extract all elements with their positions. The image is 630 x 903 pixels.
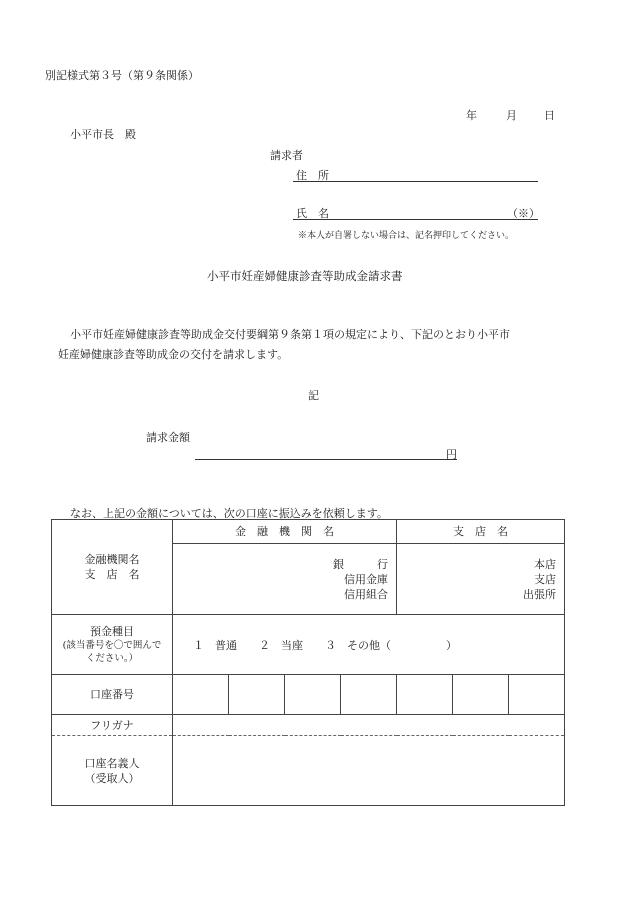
name-line[interactable] — [293, 219, 538, 220]
deposit-note-2: ください。） — [85, 653, 139, 664]
inst-type-shinkin: 信用金庫 — [344, 572, 388, 586]
claimant-heading: 請求者 — [270, 149, 303, 162]
signature-note: ※本人が自署しない場合は、記名押印してください。 — [298, 231, 515, 241]
institution-input-cell[interactable] — [173, 544, 397, 615]
body-text-line-1: 小平市妊産婦健康診査等助成金交付要綱第９条第１項の規定により、下記のとおり小平市 — [70, 328, 510, 341]
institution-name-label: 金融機関名 — [84, 553, 140, 566]
form-title: 小平市妊産婦健康診査等助成金請求書 — [207, 269, 403, 283]
body-text-line-2: 妊産婦健康診査等助成金の交付を請求します。 — [58, 348, 289, 361]
furigana-label-cell — [52, 715, 173, 736]
address-line[interactable] — [293, 181, 538, 182]
bank-account-table — [51, 519, 565, 806]
amount-label: 請求金額 — [146, 431, 190, 444]
account-digit-2[interactable] — [229, 675, 285, 715]
account-digit-1[interactable] — [173, 675, 229, 715]
deposit-note-1: (該当番号を〇で囲んで — [62, 640, 162, 651]
account-number-label: 口座番号 — [90, 688, 134, 701]
account-digit-4[interactable] — [341, 675, 397, 715]
branch-type-office: 出張所 — [523, 587, 557, 601]
transfer-note: なお、上記の金額については、次の口座に振込みを依頼します。 — [70, 507, 388, 520]
deposit-options[interactable]: １ 普通 ２ 当座 ３ その他（ ） — [193, 638, 457, 652]
holder-label-1: 口座名義人 — [84, 756, 140, 770]
furigana-input[interactable] — [173, 715, 565, 736]
amount-unit: 円 — [446, 448, 457, 461]
furigana-label: フリガナ — [90, 718, 134, 732]
deposit-type-label-cell — [52, 615, 173, 675]
holder-input[interactable] — [173, 736, 565, 806]
address-label: 住 所 — [296, 169, 329, 182]
account-digit-7[interactable] — [509, 675, 565, 715]
institution-header-text: 金 融 機 関 名 — [235, 525, 334, 538]
branch-input-cell[interactable] — [397, 544, 565, 615]
ki-label: 記 — [308, 389, 319, 402]
inst-type-bank: 銀 行 — [333, 557, 388, 571]
branch-type-head: 本店 — [534, 557, 557, 571]
holder-label-2: （受取人） — [84, 771, 140, 785]
deposit-type-label: 預金種目 — [90, 625, 134, 638]
account-digit-5[interactable] — [397, 675, 453, 715]
account-digit-6[interactable] — [453, 675, 509, 715]
deposit-options-cell[interactable] — [173, 615, 565, 675]
amount-line[interactable] — [195, 459, 457, 460]
inst-type-shinkumi: 信用組合 — [344, 587, 388, 601]
form-reference: 別記様式第３号（第９条関係） — [45, 69, 199, 82]
account-digit-3[interactable] — [285, 675, 341, 715]
seal-mark: （※） — [507, 207, 540, 220]
name-label: 氏 名 — [296, 207, 329, 220]
date-year-label: 年 — [466, 109, 477, 122]
branch-header — [397, 520, 565, 544]
institution-header — [173, 520, 397, 544]
date-day-label: 日 — [544, 109, 555, 122]
date-month-label: 月 — [506, 109, 517, 122]
holder-label-cell — [52, 736, 173, 806]
institution-branch-label-cell — [52, 520, 173, 615]
branch-type-branch: 支店 — [534, 572, 557, 586]
account-number-label-cell — [52, 675, 173, 715]
branch-name-label: 支 店 名 — [84, 568, 140, 581]
addressee: 小平市長 殿 — [70, 128, 136, 141]
branch-header-text: 支 店 名 — [453, 525, 509, 538]
